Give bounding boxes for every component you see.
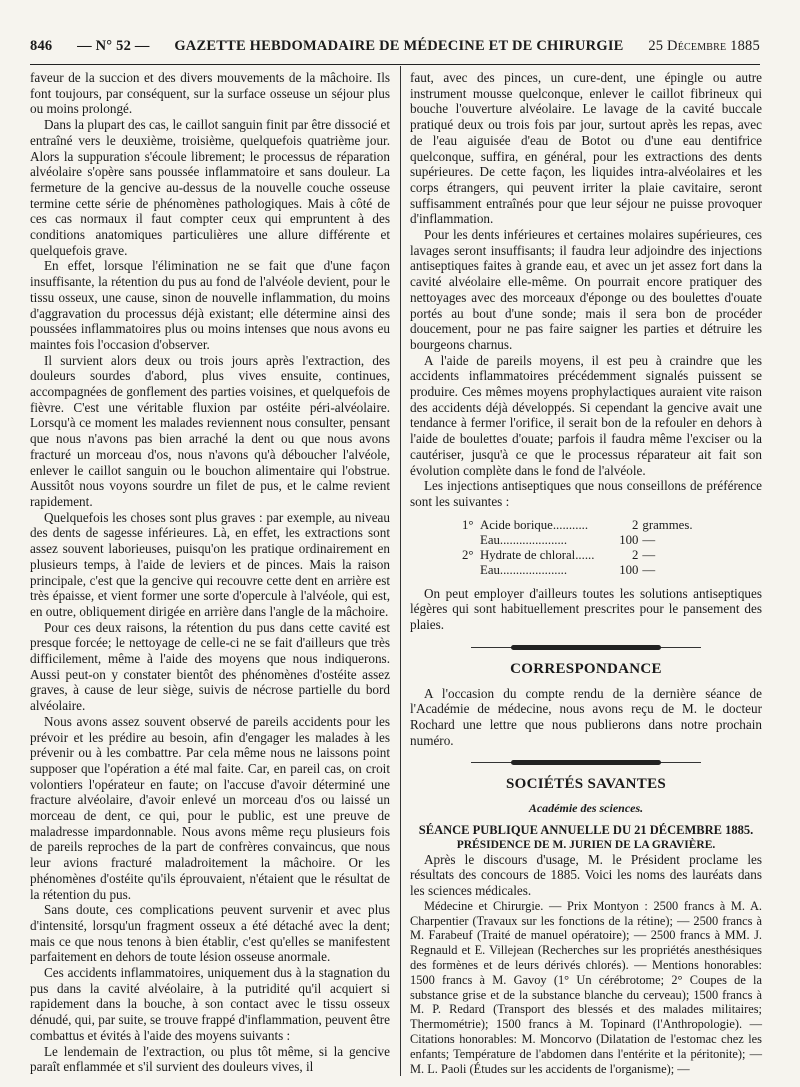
- prize-list: Médecine et Chirurgie. — Prix Montyon : 2500 francs à M. A. Charpentier (Travaux sur les fonctions de la rétine); — 2500 francs à M. Farabeuf (Traité de manuel opératoire); — 2500 francs à MM. J. Regnauld et E. Villejean (Recherches sur les propriétés anesthésiques des formènes et de leurs dérivés chlorés). — Mentions honorables: 1500 francs à M. Gavoy (1° Un cérébrotome; 2° Coupes de la substance grise et de la substance blanche du cerveau); 1500 francs à M. P. Redard (Transport des blessés et des malades militaires; Thermométrie); 1500 francs à M. Topinard (l'Anthropologie). — Citations honorables: M. Moncorvo (Dilatation de l'estomac chez les enfants; Température de l'abdomen dans l'entérite et la péritonite); — M. L. Paoli (Études sur les accidents de l'organisme); —: [410, 898, 762, 1076]
- issue-date: 25 Décembre 1885: [648, 38, 760, 54]
- journal-title: GAZETTE HEBDOMADAIRE DE MÉDECINE ET DE CHIRURGIE: [174, 38, 624, 54]
- column-divider: [400, 66, 401, 1076]
- paragraph: A l'aide de pareils moyens, il est peu à craindre que les accidents inflammatoires précédemment signalés puissent se produire. Ces mêmes moyens prophylactiques auraient vite raison des accidents déjà développés. Si cependant la gencive avait une tendance à fermer l'orifice, il serait bon de la refouler en dehors à l'aide de boulettes d'ouate; parfois il faudra même l'exciser ou la cautériser, jusqu'à ce que le processus réparateur ait fait son évolution complète dans le fond de l'alvéole.: [410, 352, 762, 478]
- societes-subtitle: Académie des sciences.: [528, 801, 644, 816]
- paragraph: Sans doute, ces complications peuvent survenir et avec plus d'intensité, lorsqu'un fragment osseux a été détaché avec la dent; mais ce que nous tenons à bien établir, c'est qu'elles se manifestent parfaitement en dehors de toute lésion osseuse anormale.: [30, 902, 390, 965]
- recipe-name: Eau.....................: [480, 562, 568, 577]
- recipe-row: [460, 533, 695, 548]
- recipe-unit: —: [642, 547, 656, 562]
- seance-heading: SÉANCE PUBLIQUE ANNUELLE DU 21 DÉCEMBRE 1885.: [418, 822, 754, 837]
- recipe-qty: 100: [619, 532, 639, 547]
- recipe-qty: 2: [632, 547, 639, 562]
- header-rule: [30, 64, 760, 65]
- paragraph: faut, avec des pinces, un cure-dent, une épingle ou autre instrument mousse quelconque, enlever le caillot fibrineux qui bouche l'ouverture alvéolaire. Le lavage de la cavité buccale pratiqué deux ou trois fois par jour, surtout après les repas, avec de l'eau aiguisée d'eau de Botot ou d'une eau dentifrice quelconque, suffira, en général, pour les extractions des dents supérieures. De cette façon, les liquides intra-alvéolaires et les corps étrangers, qui peuvent irriter la plaie cavitaire, seront suffisamment entraînés pour que leur séjour ne puisse provoquer d'inflammation.: [410, 70, 762, 227]
- recipe-table: [460, 518, 695, 578]
- societes-title: SOCIÉTÉS SAVANTES: [505, 776, 667, 793]
- paragraph: Pour ces deux raisons, la rétention du pus dans cette cavité est presque forcée; le nettoyage de celle-ci ne se fait d'ailleurs que très difficilement, même à l'aide des moyens que nous indiquerons. Aussi peut-on y constater bientôt des phénomènes d'ostéite assez graves, à cause de leur siège, suivis de nécrose partielle du bord alvéolaire.: [30, 619, 390, 714]
- page-number: 846: [30, 38, 53, 54]
- recipe-num: 2°: [462, 547, 474, 562]
- recipe-qty: 2: [632, 517, 639, 532]
- right-column: [410, 70, 762, 1076]
- paragraph: Il survient alors deux ou trois jours après l'extraction, des douleurs sourdes d'abord, plus vives ensuite, continues, accompagnées de gonflement des parties voisines, et quelquefois de fièvre. C'est une véritable fluxion par ostéite péri-alvéolaire. Lorsqu'à ce moment les malades reviennent nous consulter, pensant que nous n'avons pas bien arraché la dent ou que nous avons fracturé un morceau d'os, nous n'avons qu'à déboucher l'alvéole, enlever le caillot sanguin ou le bouchon alimentaire qui l'obstrue. Aussitôt nous voyons sourdre un filet de pus, et le calme revient rapidement.: [30, 352, 390, 509]
- issue-number: — N° 52 —: [77, 38, 150, 54]
- left-column: [30, 70, 390, 1075]
- recipe-num: [460, 533, 478, 548]
- ornamental-rule: [471, 760, 701, 765]
- page-header: [30, 38, 760, 60]
- paragraph: Le lendemain de l'extraction, ou plus tôt même, si la gencive paraît enflammée et s'il survient des douleurs vives, il: [30, 1043, 390, 1075]
- paragraph: Dans la plupart des cas, le caillot sanguin finit par être dissocié et entraîné vers le deuxième, troisième, quelquefois quatrième jour. Alors la suppuration s'écoule librement; le processus de réparation alvéolaire s'opère sans poussée inflammatoire et sans douleur. La fermeture de la gencive au-dessus de la nouvelle couche osseuse termine cette série de phénomènes pathologiques. Mais à côté de ces cas normaux il faut compter ceux qui empruntent à des conditions anatomiques particulières une allure différente et quelquefois grave.: [30, 117, 390, 258]
- paragraph: Nous avons assez souvent observé de pareils accidents pour les prévoir et les prédire au besoin, afin d'engager les malades à les prévenir ou à les combattre. Par cela même nous ne laissons point supposer que l'opération a été mal faite. Car, en pareil cas, on croit volontiers l'opérateur en faute; on l'accuse d'avoir déterminé une fracture alvéolaire, d'avoir enlevé un morceau d'os ou laissé un morceau de dent, ce qui, pour le public, est une preuve de maladresse impardonnable. Nous avons même reçu plusieurs fois de pareils reproches de la part de confrères convaincus, que nous leur avions fracturé maladroitement la mâchoire. Or les phénomènes d'ostéite qu'ils éprouvaient, n'étaient que le résultat de la rétention du pus.: [30, 713, 390, 902]
- recipe-row: [460, 548, 695, 563]
- paragraph: Les injections antiseptiques que nous conseillons de préférence sont les suivantes :: [410, 478, 762, 509]
- paragraph: Ces accidents inflammatoires, uniquement dus à la stagnation du pus dans la cavité alvéolaire, à la putridité qu'il acquiert si rapidement dans la bouche, à son contact avec le tissu osseux dénudé, qui, par suite, se trouve frappé d'inflammation, peuvent être combattus et évités à l'aide des moyens suivants :: [30, 965, 390, 1043]
- presidence-heading: PRÉSIDENCE DE M. JURIEN DE LA GRAVIÈRE.: [456, 838, 716, 851]
- paragraph: Pour les dents inférieures et certaines molaires supérieures, ces lavages seront insuffisants; il faudra leur adjoindre des injections antiseptiques faites à grande eau, et avec un jet assez fort dans la cavité alvéolaire elle-même. On pourrait encore pratiquer des nettoyages avec des morceaux d'éponge ou des boulettes d'ouate portés au bout d'une sonde; mais il sera bon de procéder doucement, pour ne pas faire saigner les parties et détruire les bourgeons charnus.: [410, 227, 762, 352]
- recipe-num: 1°: [462, 517, 474, 532]
- paragraph: En effet, lorsque l'élimination ne se fait que d'une façon insuffisante, la rétention du pus au fond de l'alvéole devient, pour le tissu osseux, une cause, sinon de nouvelle inflammation, du moins d'aggravation du processus déjà existant; elle détermine ainsi des poussées inflammatoires plus ou moins intenses que nous avons eu maintes fois l'occasion d'observer.: [30, 258, 390, 352]
- paragraph: On peut employer d'ailleurs toutes les solutions antiseptiques légères qui sont habituellement prescrites pour le pansement des plaies.: [410, 585, 762, 633]
- recipe-name: Acide borique...........: [480, 517, 589, 532]
- recipe-name: Hydrate de chloral......: [480, 547, 595, 562]
- recipe-num: [460, 563, 478, 578]
- recipe-unit: —: [642, 562, 656, 577]
- ornamental-rule: [471, 645, 701, 650]
- correspondance-title: CORRESPONDANCE: [510, 660, 662, 677]
- recipe-name: Eau.....................: [480, 532, 568, 547]
- paragraph: faveur de la succion et des divers mouvements de la mâchoire. Ils font toujours, par conséquent, sur la surface osseuse un séjour plus ou moins prolongé.: [30, 70, 390, 117]
- recipe-unit: —: [642, 532, 656, 547]
- recipe-qty: 100: [619, 562, 639, 577]
- paragraph: Quelquefois les choses sont plus graves : par exemple, au niveau des dents de sagesse inférieures. Là, en effet, les extractions sont assez souvent laborieuses, puisqu'on les pratique ordinairement en plusieurs temps, à l'aide de leviers et de pinces. Mais la raison principale, c'est que la gencive qui recouvre cette dent en arrière est très épaisse, et vient former une sorte d'opercule à l'alvéole, qui est, en outre, obliquement dirigée en arrière dans l'angle de la mâchoire.: [30, 509, 390, 619]
- recipe-unit: grammes.: [642, 517, 693, 532]
- societes-intro: Après le discours d'usage, M. le Président proclame les résultats des concours de 1885. Voici les noms des lauréats dans les sciences médicales.: [410, 851, 762, 899]
- recipe-row: [460, 518, 695, 533]
- recipe-row: [460, 563, 695, 578]
- correspondance-text: A l'occasion du compte rendu de la dernière séance de l'Académie de médecine, nous avons reçu de M. le docteur Rochard une lettre que nous publierons dans notre prochain numéro.: [410, 685, 762, 748]
